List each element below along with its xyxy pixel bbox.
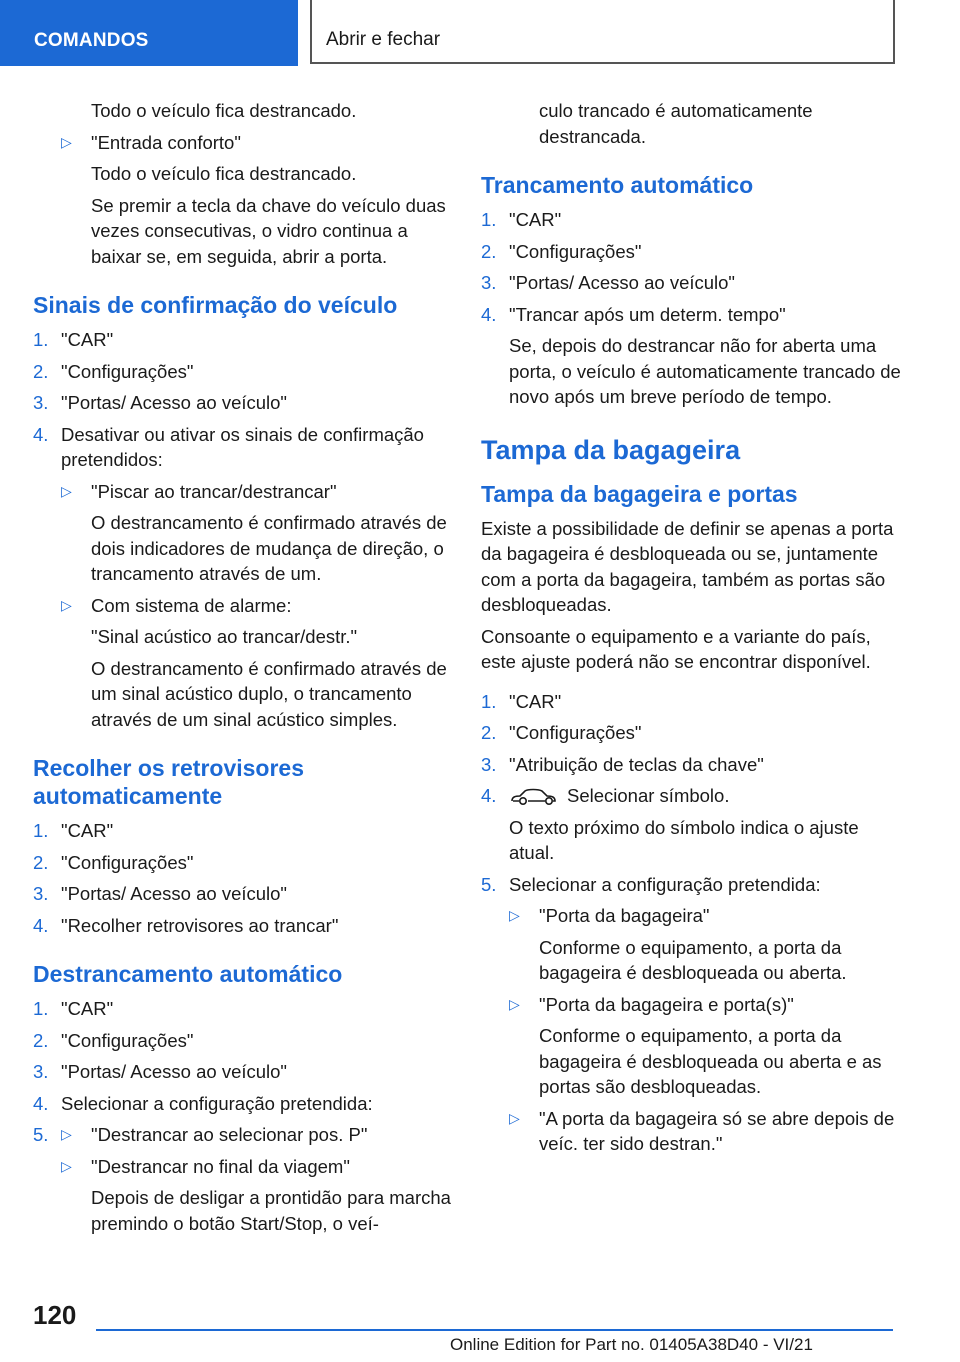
list-item-text: "Portas/ Acesso ao veículo": [61, 1061, 288, 1082]
paragraph: Se, depois do destrancar não for aberta uma porta, o veículo é automaticamente trancado de novo após um breve período de tempo.: [509, 335, 901, 407]
list-item: [33, 422, 453, 473]
list-item: [481, 783, 901, 809]
section-heading: Trancamento automático: [481, 172, 754, 198]
list-number: 2.: [33, 360, 49, 382]
list-item: [33, 130, 453, 156]
list-item: [33, 1028, 453, 1054]
list-item-text: "Atribuição de teclas da chave": [509, 753, 764, 775]
list-item: [481, 992, 901, 1018]
list-item: [33, 593, 453, 619]
paragraph: Existe a possibilidade de definir se apenas a porta da bagageira é desbloqueada ou se, juntamente com a porta da bagageira, também as portas são desbloqueadas.: [481, 517, 894, 615]
paragraph: Todo o veículo fica destrancado.: [91, 100, 357, 121]
list-number: 2.: [481, 722, 497, 743]
paragraph: culo trancado é automaticamente destrancada.: [539, 100, 813, 147]
list-item: [33, 1122, 453, 1148]
bullet-triangle-icon: ▷: [61, 596, 72, 613]
list-item: [481, 270, 901, 296]
list-item-text: "Porta da bagageira e porta(s)": [539, 993, 794, 1015]
paragraph: Conforme o equipamento, a porta da bagageira é desbloqueada ou aberta.: [539, 936, 847, 983]
list-item: [33, 327, 453, 353]
list-item: [33, 850, 453, 876]
list-number: 3.: [33, 1061, 49, 1082]
list-item-text: "Trancar após um determ. tempo": [509, 303, 786, 325]
list-item: [33, 479, 453, 505]
list-number: 1.: [33, 820, 49, 841]
list-item: [33, 1154, 453, 1180]
list-number: 4.: [33, 423, 49, 445]
list-item-text: "Configurações": [61, 851, 194, 873]
list-item-text: "A porta da bagageira só se abre depois de veíc. ter sido destran.": [539, 1107, 895, 1154]
subsection-title: Abrir e fechar: [310, 0, 895, 64]
section-tab: COMANDOS: [0, 0, 298, 66]
list-item-text: "Entrada conforto": [91, 131, 241, 153]
list-item-text: "Configurações": [509, 722, 642, 743]
paragraph: Consoante o equipamento e a variante do país, este ajuste poderá não se encontrar disponível.: [481, 625, 871, 672]
list-item: [33, 996, 453, 1022]
list-item: [481, 302, 901, 328]
page-number: 120: [33, 1300, 77, 1330]
paragraph: O destrancamento é confirmado através de um sinal acústico duplo, o trancamento através de um sinal acústico simples.: [91, 657, 447, 730]
list-item-text: "Portas/ Acesso ao veículo": [509, 272, 736, 293]
list-number: 3.: [33, 883, 49, 904]
list-item: [33, 1091, 453, 1117]
bullet-triangle-icon: ▷: [509, 1109, 520, 1126]
list-item: [33, 881, 453, 907]
list-item-text: "CAR": [61, 329, 114, 350]
list-item: [481, 689, 901, 715]
list-item-text: Desativar ou ativar os sinais de confirmação pretendidos:: [61, 423, 424, 470]
list-item: [481, 239, 901, 265]
paragraph: O texto próximo do símbolo indica o ajuste atual.: [509, 816, 859, 863]
left-column: [33, 98, 453, 1242]
list-number: 1.: [33, 329, 49, 350]
list-item-text: Selecionar símbolo.: [567, 785, 730, 806]
list-number: 3.: [33, 392, 49, 413]
list-number: 1.: [481, 690, 497, 712]
list-number: 4.: [481, 303, 497, 325]
list-item: [33, 359, 453, 385]
footer-divider: [96, 1329, 893, 1331]
list-item-text: "Destrancar no final da viagem": [91, 1155, 350, 1177]
list-item-text: "Recolher retrovisores ao trancar": [61, 914, 339, 936]
list-item-text: "CAR": [509, 690, 562, 712]
right-column: [481, 98, 901, 1163]
list-item: [33, 818, 453, 844]
bullet-triangle-icon: ▷: [61, 133, 72, 150]
list-number: 4.: [33, 914, 49, 936]
list-item: [481, 207, 901, 233]
paragraph: Depois de desligar a prontidão para marcha premindo o botão Start/Stop, o veí-: [91, 1187, 451, 1234]
list-item-text: "CAR": [61, 998, 114, 1019]
list-item-text: "Portas/ Acesso ao veículo": [61, 392, 288, 413]
list-number: 4.: [33, 1092, 49, 1114]
list-item-text: "Portas/ Acesso ao veículo": [61, 883, 288, 904]
bullet-triangle-icon: ▷: [61, 482, 72, 499]
list-number: 2.: [481, 240, 497, 262]
list-item: [33, 390, 453, 416]
list-item-text: "Destrancar ao selecionar pos. P": [91, 1124, 368, 1145]
list-item-text: "Configurações": [61, 360, 194, 382]
list-number: 2.: [33, 851, 49, 873]
list-number: 4.: [481, 785, 497, 806]
paragraph: Todo o veículo fica destrancado.: [91, 163, 357, 184]
list-item: [33, 913, 453, 939]
list-item-text: "CAR": [61, 820, 114, 841]
chapter-heading: Tampa da bagageira: [481, 434, 741, 465]
list-number: 5.: [33, 1124, 49, 1145]
list-item: [33, 1059, 453, 1085]
list-item-text: "Porta da bagageira": [539, 905, 710, 926]
section-heading: Sinais de confirmação do veículo: [33, 292, 398, 318]
bullet-triangle-icon: ▷: [61, 1126, 72, 1142]
car-outline-icon: [509, 786, 557, 808]
list-item-text: "Configurações": [509, 240, 642, 262]
page-header: [0, 0, 960, 66]
list-item: [481, 720, 901, 746]
section-heading: Recolher os retrovisores automaticamente: [33, 755, 305, 809]
list-item-text: "Configurações": [61, 1029, 194, 1051]
paragraph: O destrancamento é confirmado através de dois indicadores de mudança de direção, o trancamento através de um.: [91, 512, 447, 584]
list-item-text: Com sistema de alarme:: [91, 594, 292, 616]
section-heading: Destrancamento automático: [33, 961, 343, 987]
list-number: 1.: [33, 998, 49, 1019]
paragraph: "Sinal acústico ao trancar/destr.": [91, 626, 358, 647]
list-item-text: Selecionar a configuração pretendida:: [61, 1092, 373, 1114]
paragraph: Se premir a tecla da chave do veículo duas vezes consecutivas, o vidro continua a baixar se, em seguida, abrir a porta.: [91, 194, 446, 267]
paragraph: Conforme o equipamento, a porta da bagageira é desbloqueada ou aberta e as portas são desbloqueadas.: [539, 1025, 882, 1097]
list-item: [481, 903, 901, 929]
list-number: 3.: [481, 753, 497, 775]
list-item-text: "Piscar ao trancar/destrancar": [91, 480, 337, 502]
list-number: 3.: [481, 272, 497, 293]
bullet-triangle-icon: ▷: [509, 907, 520, 923]
list-number: 1.: [481, 209, 497, 230]
list-item-text: "CAR": [509, 209, 562, 230]
bullet-triangle-icon: ▷: [509, 995, 520, 1012]
list-item-text: Selecionar a configuração pretendida:: [509, 873, 821, 895]
bullet-triangle-icon: ▷: [61, 1157, 72, 1174]
list-item: [481, 752, 901, 778]
edition-footer: Online Edition for Part no. 01405A38D40 - VI/21: [450, 1335, 813, 1354]
list-number: 5.: [481, 873, 497, 895]
section-heading: Tampa da bagageira e portas: [481, 480, 798, 507]
list-item: [481, 872, 901, 898]
list-item: [481, 1106, 901, 1157]
list-number: 2.: [33, 1029, 49, 1051]
